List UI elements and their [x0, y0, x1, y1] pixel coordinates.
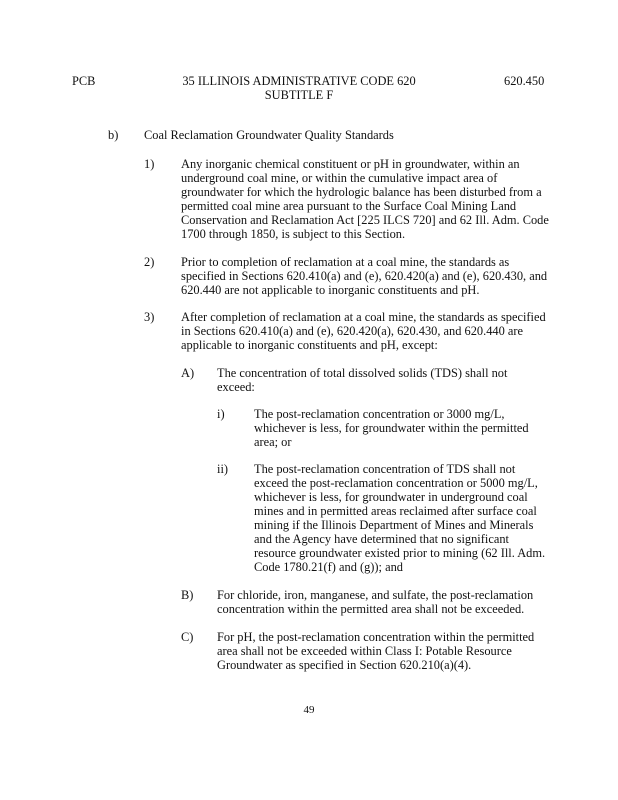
item-A-line: The concentration of total dissolved solids (TDS) shall not [217, 366, 508, 380]
item-1-line: Any inorganic chemical constituent or pH in groundwater, within an [181, 157, 520, 171]
item-C-line: area shall not be exceeded within Class I: Potable Resource [217, 644, 512, 658]
item-1-label: 1) [144, 157, 155, 171]
item-A-ii-line: The post-reclamation concentration of TDS shall not [254, 462, 516, 476]
item-A-ii-line: and the Agency have determined that no significant [254, 532, 509, 546]
item-3-line: After completion of reclamation at a coal mine, the standards as specified [181, 310, 546, 324]
item-1-line: permitted coal mine area pursuant to the Surface Coal Mining Land [181, 199, 517, 213]
item-C-label: C) [181, 630, 194, 644]
header-code-line1: 35 ILLINOIS ADMINISTRATIVE CODE 620 [182, 74, 416, 88]
item-A-ii-line: exceed the post-reclamation concentration or 5000 mg/L, [254, 476, 538, 490]
item-A-i-text [254, 407, 529, 449]
item-C-text [217, 630, 534, 672]
item-B-text [217, 588, 533, 616]
item-A-text [217, 366, 507, 394]
item-A-ii-line: whichever is less, for groundwater in underground coal [254, 490, 528, 504]
item-A-i-label: i) [217, 407, 225, 421]
item-1-line: groundwater for which the hydrologic balance has been disturbed from a [181, 185, 542, 199]
item-A-ii-line: mines and in permitted areas reclaimed after surface coal [254, 504, 537, 518]
item-3-label: 3) [144, 310, 155, 324]
header-code-title [172, 74, 426, 102]
section-b-label: b) [108, 128, 119, 142]
item-3-line: in Sections 620.410(a) and (e), 620.420(a), 620.430, and 620.440 are [181, 324, 524, 338]
item-2-label: 2) [144, 255, 155, 269]
item-A-ii-line: mining if the Illinois Department of Mines and Minerals [254, 518, 534, 532]
item-C-line: Groundwater as specified in Section 620.210(a)(4). [217, 658, 472, 672]
item-1-text [181, 157, 549, 241]
item-2-text [181, 255, 547, 297]
item-2-line: Prior to completion of reclamation at a coal mine, the standards as [181, 255, 510, 269]
item-A-ii-line: Code 1780.21(f) and (g)); and [254, 560, 403, 574]
item-A-label: A) [181, 366, 195, 380]
item-A-ii-line: resource groundwater existed prior to mining (62 Ill. Adm. [254, 546, 546, 560]
item-B-line: concentration within the permitted area shall not be exceeded. [217, 602, 525, 616]
item-B-label: B) [181, 588, 194, 602]
header-code-line2: SUBTITLE F [264, 88, 334, 102]
item-A-ii-text [254, 462, 545, 574]
section-b-title: Coal Reclamation Groundwater Quality Standards [144, 128, 394, 142]
header-section-number: 620.450 [504, 74, 545, 88]
item-A-line: exceed: [217, 380, 255, 394]
item-A-ii-label: ii) [217, 462, 229, 476]
item-1-line: underground coal mine, or within the cumulative impact area of [181, 171, 498, 185]
item-2-line: 620.440 are not applicable to inorganic constituents and pH. [181, 283, 480, 297]
item-A-i-line: area; or [254, 435, 292, 449]
header-agency: PCB [72, 74, 96, 88]
item-C-line: For pH, the post-reclamation concentration within the permitted [217, 630, 535, 644]
item-A-i-line: The post-reclamation concentration or 3000 mg/L, [254, 407, 505, 421]
item-2-line: specified in Sections 620.410(a) and (e), 620.420(a) and (e), 620.430, and [181, 269, 548, 283]
item-1-line: Conservation and Reclamation Act [225 ILCS 720] and 62 Ill. Adm. Code [181, 213, 549, 227]
item-A-i-line: whichever is less, for groundwater within the permitted [254, 421, 529, 435]
item-3-line: applicable to inorganic constituents and pH, except: [181, 338, 438, 352]
item-1-line: 1700 through 1850, is subject to this Section. [181, 227, 406, 241]
item-3-text [181, 310, 546, 352]
page-number: 49 [303, 704, 315, 716]
item-B-line: For chloride, iron, manganese, and sulfate, the post-reclamation [217, 588, 534, 602]
